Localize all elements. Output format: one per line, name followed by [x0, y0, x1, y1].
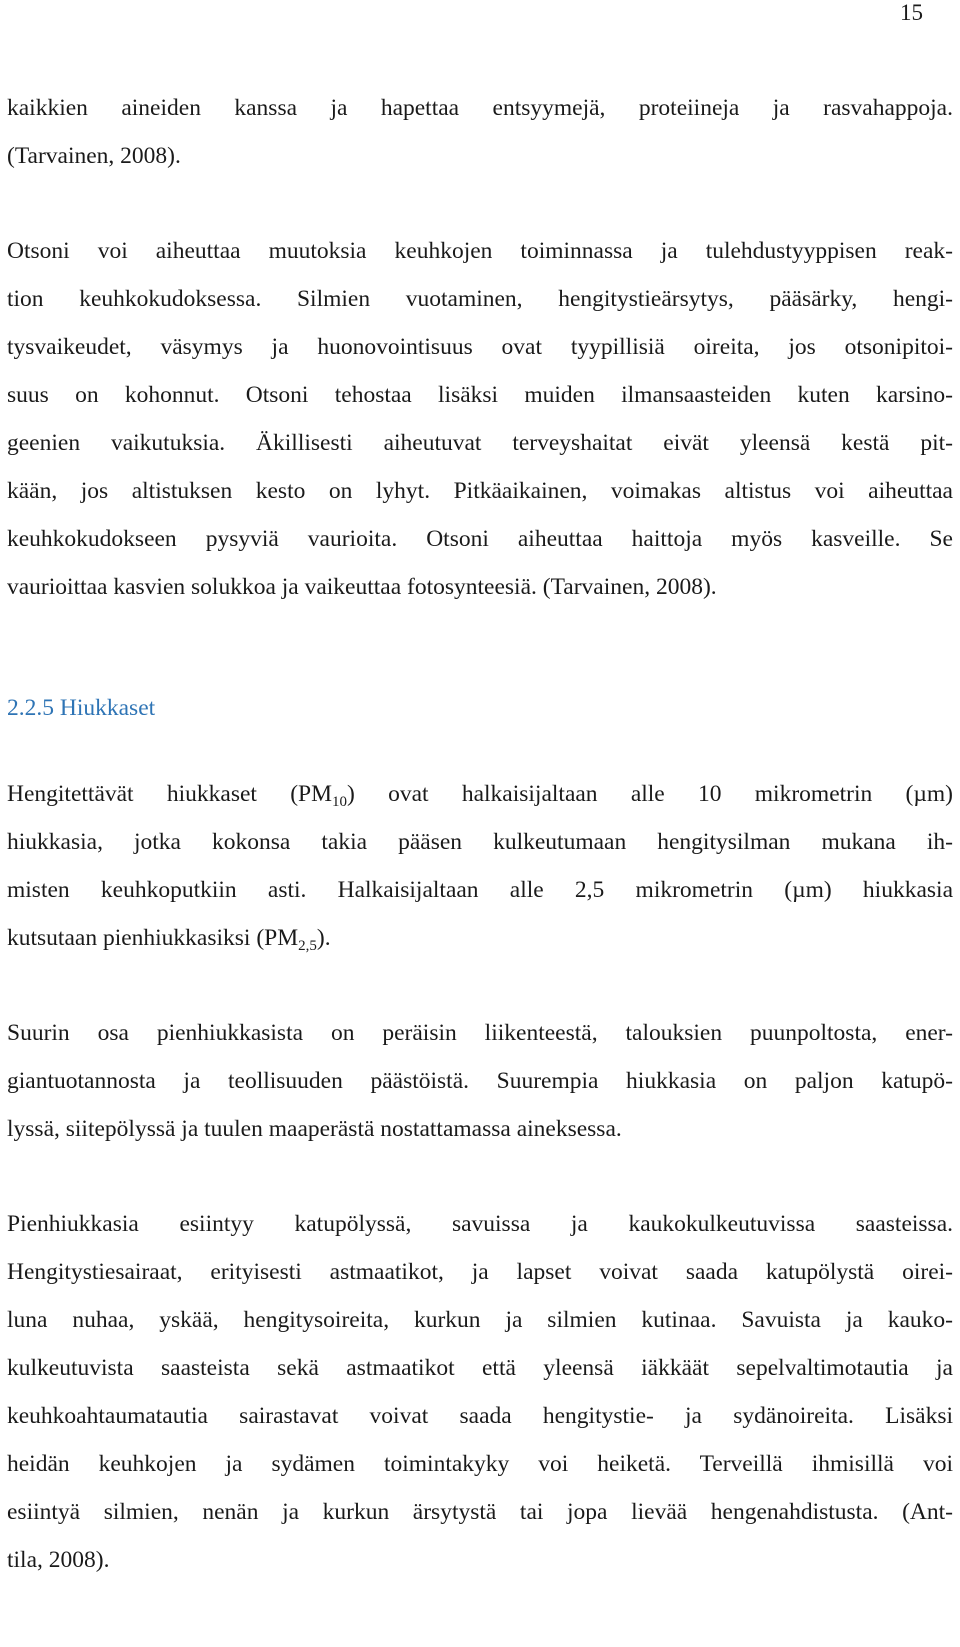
page-number: 15	[900, 0, 923, 25]
text-line: Suurin osa pienhiukkasista on peräisin liikenteestä, talouksien puunpoltosta, ener-	[7, 1020, 953, 1046]
text-line: suus on kohonnut. Otsoni tehostaa lisäksi muiden ilmansaasteiden kuten karsino-	[7, 382, 953, 408]
text-line: hiukkasia, jotka kokonsa takia pääsen kulkeutumaan hengitysilman mukana ih-	[7, 829, 953, 855]
text-line: geenien vaikutuksia. Äkillisesti aiheutuvat terveyshaitat eivät yleensä kestä pit-	[7, 430, 953, 456]
text-run: ) ovat halkaisijaltaan alle 10 mikrometrin (µm)	[347, 781, 954, 807]
text-line: giantuotannosta ja teollisuuden päästöistä. Suurempia hiukkasia on paljon katupö-	[7, 1068, 953, 1094]
text-line: Hengitystiesairaat, erityisesti astmaatikot, ja lapset voivat saada katupölystä oirei-	[7, 1259, 953, 1285]
text-line: esiintyä silmien, nenän ja kurkun ärsytystä tai jopa lievää hengenahdistusta. (Ant-	[7, 1499, 953, 1525]
text-line	[7, 780, 953, 808]
subscript: 2,5	[298, 938, 317, 954]
subscript: 10	[332, 794, 347, 810]
text-line: Pienhiukkasia esiintyy katupölyssä, savuissa ja kaukokulkeutuvissa saasteissa.	[7, 1211, 953, 1237]
text-line: heidän keuhkojen ja sydämen toimintakyky voi heiketä. Terveillä ihmisillä voi	[7, 1451, 953, 1477]
text-run: ).	[316, 925, 331, 951]
text-line: tion keuhkokudoksessa. Silmien vuotaminen, hengitystieärsytys, pääsärky, hengi-	[7, 286, 953, 312]
text-line: kaikkien aineiden kanssa ja hapettaa entsyymejä, proteiineja ja rasvahappoja.	[7, 95, 953, 121]
text-line: Otsoni voi aiheuttaa muutoksia keuhkojen toiminnassa ja tulehdustyyppisen reak-	[7, 238, 953, 264]
text-run: Hengitettävät hiukkaset (PM	[7, 781, 332, 807]
text-line	[7, 924, 331, 952]
text-line: misten keuhkoputkiin asti. Halkaisijaltaan alle 2,5 mikrometrin (µm) hiukkasia	[7, 877, 953, 903]
text-line: kään, jos altistuksen kesto on lyhyt. Pitkäaikainen, voimakas altistus voi aiheuttaa	[7, 478, 953, 504]
text-line: (Tarvainen, 2008).	[7, 143, 181, 169]
text-line: lyssä, siitepölyssä ja tuulen maaperästä nostattamassa aineksessa.	[7, 1116, 622, 1142]
text-line: keuhkoahtaumatautia sairastavat voivat saada hengitystie- ja sydänoireita. Lisäksi	[7, 1403, 953, 1429]
text-line: kulkeutuvista saasteista sekä astmaatikot että yleensä iäkkäät sepelvaltimotautia ja	[7, 1355, 953, 1381]
text-line: tysvaikeudet, väsymys ja huonovointisuus ovat tyypillisiä oireita, jos otsonipitoi-	[7, 334, 953, 360]
text-line: tila, 2008).	[7, 1547, 110, 1573]
text-line: luna nuhaa, yskää, hengitysoireita, kurkun ja silmien kutinaa. Savuista ja kauko-	[7, 1307, 953, 1333]
text-run: kutsutaan pienhiukkasiksi (PM	[7, 925, 299, 951]
text-line: keuhkokudokseen pysyviä vaurioita. Otsoni aiheuttaa haittoja myös kasveille. Se	[7, 526, 953, 552]
section-heading: 2.2.5 Hiukkaset	[7, 695, 156, 721]
text-line: vaurioittaa kasvien solukkoa ja vaikeuttaa fotosynteesiä. (Tarvainen, 2008).	[7, 574, 717, 600]
